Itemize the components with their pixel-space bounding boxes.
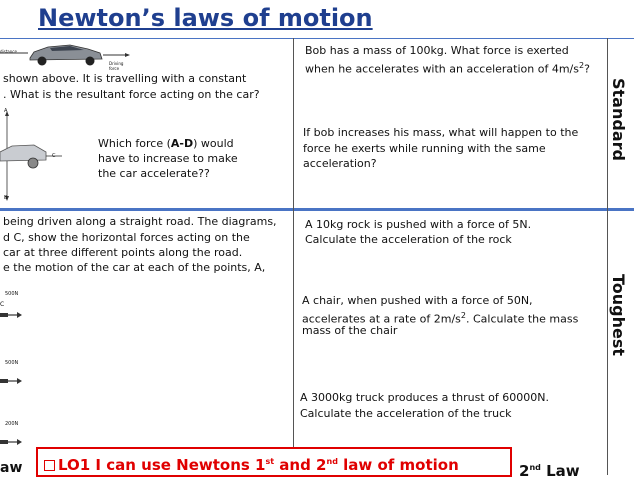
diagram-label-force: force (109, 66, 120, 71)
question-text: acceleration? (303, 157, 377, 170)
side-divider (607, 38, 608, 475)
force-value-label: 500N (5, 360, 19, 366)
force-label-a: A (4, 108, 8, 114)
checkbox-icon (44, 460, 55, 471)
question-text: Calculate the acceleration of the truck (300, 407, 512, 420)
question-text: . What is the resultant force acting on the car? (3, 88, 260, 101)
question-text: shown above. It is travelling with a constant (3, 72, 247, 85)
question-text: have to increase to make (98, 152, 238, 165)
car-force-diagram (0, 108, 70, 204)
question-text: when he accelerates with an acceleration of $4m/s^2$? (305, 61, 590, 76)
column-divider (293, 38, 294, 475)
page-title: Newton’s laws of motion (38, 4, 373, 32)
question-text: A 3000kg truck produces a thrust of 60000N. (300, 391, 549, 404)
question-text: e the motion of the car at each of the points, A, (3, 261, 266, 274)
diagram-label-driving: Driving (109, 61, 124, 66)
force-value-label: 200N (5, 421, 19, 427)
section-label-toughest: Toughest (609, 274, 628, 357)
learning-objective-box: LO1 I can use Newtons 1st and 2nd law of motion (36, 447, 512, 477)
force-label-b: B (4, 195, 8, 201)
question-text: the car accelerate?? (98, 167, 210, 180)
footer-law-fragment: aw (0, 460, 23, 476)
question-text: Which force (A-D) would (98, 137, 234, 150)
force-arrow-icon (0, 431, 22, 439)
question-text: accelerates at a rate of $2m/s^2$. Calculate the mass (302, 311, 579, 326)
section-divider (0, 208, 634, 211)
question-text: If bob increases his mass, what will happen to the (303, 126, 579, 139)
question-text: A chair, when pushed with a force of 50N, (302, 294, 533, 307)
question-text: A 10kg rock is pushed with a force of 5N. (305, 218, 532, 231)
question-text: mass of the chair (302, 324, 398, 337)
question-text: Calculate the acceleration of the rock (305, 233, 512, 246)
question-text: car at three different points along the road. (3, 246, 243, 259)
force-value-label: 500N (5, 291, 19, 297)
question-text: force he exerts while running with the same (303, 142, 546, 155)
force-arrow-icon (0, 370, 22, 378)
force-point-label: C (0, 301, 5, 308)
section-label-standard: Standard (609, 78, 628, 161)
question-text: Bob has a mass of 100kg. What force is exerted (305, 44, 569, 57)
question-text: being driven along a straight road. The diagrams, (3, 215, 277, 228)
question-text: d C, show the horizontal forces acting on the (3, 231, 250, 244)
diagram-label-distance: distance (0, 49, 17, 54)
force-label-c: C (52, 153, 56, 159)
footer-second-law-label: 2nd Law (519, 462, 580, 480)
title-divider (0, 38, 634, 39)
force-arrow-icon (0, 304, 22, 312)
